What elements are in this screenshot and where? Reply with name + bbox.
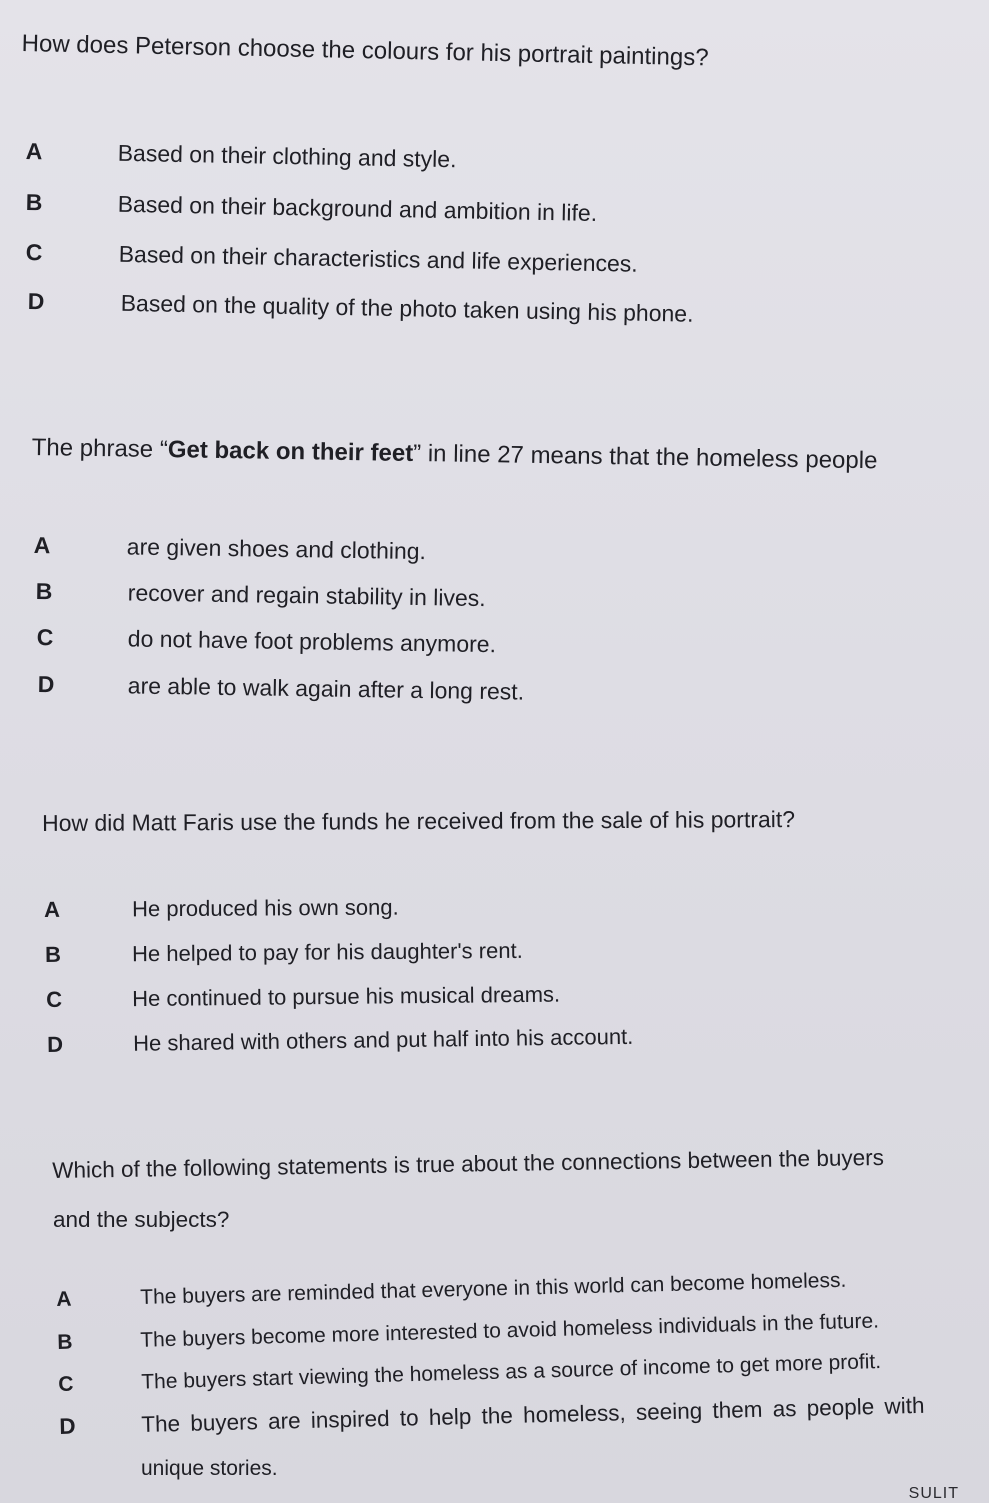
question-2-phrase: Get back on their feet: [167, 436, 414, 467]
question-4-line-2: [53, 1205, 229, 1235]
option-letter: A: [44, 896, 61, 922]
option-letter: D: [59, 1413, 76, 1439]
option-letter: C: [58, 1372, 74, 1396]
option-letter: B: [35, 578, 53, 605]
option-text: do not have foot problems anymore.: [127, 625, 497, 658]
option-text: He shared with others and put half into his account.: [132, 1023, 634, 1056]
option-letter: B: [45, 941, 62, 967]
option-letter: A: [56, 1287, 72, 1311]
question-2-text-after: ” in line 27 means that the homeless people: [412, 439, 878, 475]
option-text: The buyers become more interested to avoid homeless individuals in the future.: [139, 1309, 880, 1352]
option-text: The buyers start viewing the homeless as a source of income to get more profit.: [140, 1350, 882, 1394]
option-text: Based on their background and ambition in life.: [117, 190, 598, 226]
q2-option-d[interactable]: [37, 671, 637, 714]
question-1: [21, 28, 709, 75]
option-letter: A: [25, 138, 43, 165]
option-text: Based on their clothing and style.: [117, 139, 457, 173]
q3-option-c[interactable]: [46, 981, 646, 1021]
q4-option-d-line-2: [141, 1457, 278, 1481]
q2-option-c[interactable]: [36, 624, 636, 667]
option-text: are given shoes and clothing.: [126, 533, 427, 565]
option-letter: B: [25, 189, 43, 216]
question-4-text-line-1: Which of the following statements is true about the connections between the buyers: [52, 1144, 885, 1183]
option-text: recover and regain stability in lives.: [127, 579, 486, 612]
option-letter: A: [33, 532, 51, 559]
question-2-text-before: The phrase “: [31, 433, 169, 464]
option-text-line-1: The buyers are inspired to help the homeless, seeing them as people with: [140, 1392, 925, 1437]
option-letter: D: [47, 1031, 64, 1057]
option-text: are able to walk again after a long rest.: [127, 672, 525, 705]
q3-option-a[interactable]: [44, 894, 544, 931]
option-letter: C: [46, 986, 63, 1012]
option-text: He helped to pay for his daughter's rent.: [131, 937, 523, 967]
q3-option-b[interactable]: [45, 937, 605, 976]
q1-option-b[interactable]: [25, 189, 726, 236]
option-letter: C: [36, 624, 54, 651]
option-text-line-2: unique stories.: [141, 1457, 278, 1480]
option-text: Based on their characteristics and life experiences.: [118, 240, 638, 277]
question-4-text-line-2: and the subjects?: [53, 1207, 230, 1232]
question-2-text: [31, 432, 877, 478]
question-2: [31, 432, 877, 478]
option-text: The buyers are reminded that everyone in this world can become homeless.: [139, 1268, 847, 1309]
option-text: Based on the quality of the photo taken using his phone.: [120, 289, 694, 327]
q1-option-d[interactable]: [27, 288, 808, 337]
option-text: He produced his own song.: [131, 894, 399, 922]
q1-option-a[interactable]: [25, 138, 726, 185]
q3-option-d[interactable]: [47, 1023, 707, 1066]
q2-option-a[interactable]: [33, 532, 633, 575]
option-letter: D: [27, 288, 45, 315]
option-letter: C: [25, 239, 43, 266]
option-letter: B: [57, 1330, 73, 1354]
question-4: [52, 1143, 884, 1186]
footer-label: SULIT: [908, 1485, 959, 1502]
option-text: He continued to pursue his musical dreams.: [131, 981, 561, 1012]
question-1-text: How does Peterson choose the colours for his portrait paintings?: [21, 29, 709, 72]
option-letter: D: [37, 671, 55, 698]
question-3: [42, 804, 795, 839]
q1-option-c[interactable]: [25, 239, 766, 287]
q2-option-b[interactable]: [35, 578, 635, 621]
question-3-text: How did Matt Faris use the funds he received from the sale of his portrait?: [42, 806, 796, 836]
